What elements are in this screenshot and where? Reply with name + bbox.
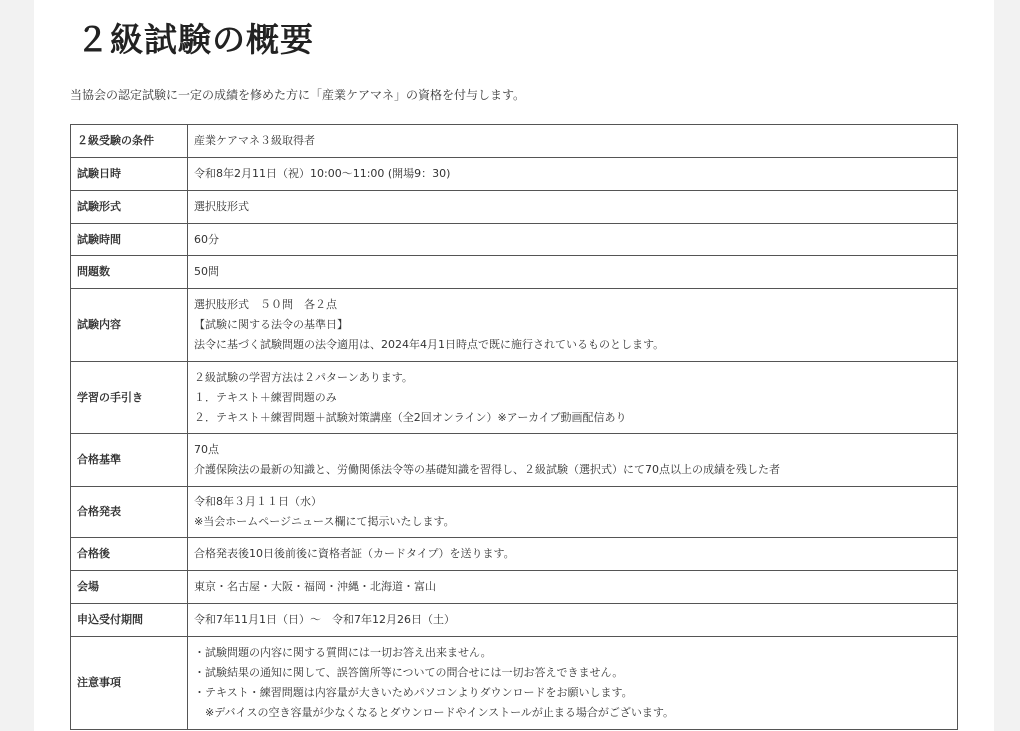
row-value bbox=[188, 256, 958, 289]
row-value bbox=[188, 637, 958, 730]
row-value-line: 法令に基づく試験問題の法令適用は、2024年4月1日時点で既に施行されているものとします。 bbox=[194, 338, 665, 351]
row-label: 会場 bbox=[71, 571, 188, 604]
table-row bbox=[71, 538, 958, 571]
table-row bbox=[71, 487, 958, 538]
row-value bbox=[188, 191, 958, 224]
row-value-line: ２級試験の学習方法は２パターンあります。 bbox=[194, 370, 413, 384]
row-value-line: ・試験結果の通知に関して、誤答箇所等についての問合せには一切お答えできません。 bbox=[194, 666, 624, 679]
table-row bbox=[71, 191, 958, 224]
exam-overview-table bbox=[70, 124, 958, 730]
row-value-line: 合格発表後10日後前後に資格者証（カードタイプ）を送ります。 bbox=[194, 547, 515, 560]
page-title: ２級試験の概要 bbox=[76, 20, 314, 59]
row-value bbox=[188, 434, 958, 487]
row-value bbox=[188, 571, 958, 604]
table-row bbox=[71, 637, 958, 730]
row-value-line: 東京・名古屋・大阪・福岡・沖縄・北海道・富山 bbox=[194, 580, 436, 593]
row-value-line: ・テキスト・練習問題は内容量が大きいためパソコンよりダウンロードをお願いします。 bbox=[194, 686, 633, 699]
table-row bbox=[71, 362, 958, 434]
row-value-line: 50問 bbox=[194, 265, 219, 278]
row-value-line: 令和7年11月1日（日）〜 令和7年12月26日（土） bbox=[194, 613, 455, 626]
row-label: 試験形式 bbox=[71, 191, 188, 224]
row-value-line: 70点 bbox=[194, 443, 219, 456]
row-value bbox=[188, 362, 958, 434]
row-label: 合格後 bbox=[71, 538, 188, 571]
row-value-line: 産業ケアマネ３級取得者 bbox=[194, 134, 315, 147]
row-label: 試験日時 bbox=[71, 158, 188, 191]
row-value-line: 令和8年2月11日（祝）10:00〜11:00 (開場9：30) bbox=[194, 167, 451, 180]
row-value-line: 選択肢形式 bbox=[194, 200, 249, 213]
content-page bbox=[34, 0, 994, 731]
row-value-line: 選択肢形式 ５０問 各２点 bbox=[194, 298, 337, 311]
row-value-line: 60分 bbox=[194, 232, 219, 246]
table-row bbox=[71, 434, 958, 487]
row-value-line: １．テキスト＋練習問題のみ bbox=[194, 390, 337, 404]
row-value bbox=[188, 224, 958, 256]
table-row bbox=[71, 224, 958, 256]
row-value bbox=[188, 158, 958, 191]
row-value bbox=[188, 125, 958, 158]
row-label: 申込受付期間 bbox=[71, 604, 188, 637]
exam-overview-table-body bbox=[71, 125, 958, 730]
row-value-line: ２．テキスト＋練習問題＋試験対策講座（全2回オンライン）※アーカイブ動画配信あり bbox=[194, 410, 627, 424]
row-value-line: ※デバイスの空き容量が少なくなるとダウンロードやインストールが止まる場合がございます。 bbox=[194, 706, 675, 719]
row-label: 問題数 bbox=[71, 256, 188, 289]
row-value bbox=[188, 538, 958, 571]
row-label: 試験時間 bbox=[71, 224, 188, 256]
table-row bbox=[71, 256, 958, 289]
table-row bbox=[71, 158, 958, 191]
row-label: 注意事項 bbox=[71, 637, 188, 730]
table-row bbox=[71, 604, 958, 637]
table-row bbox=[71, 289, 958, 362]
table-row bbox=[71, 571, 958, 604]
row-label: ２級受験の条件 bbox=[71, 125, 188, 158]
row-label: 試験内容 bbox=[71, 289, 188, 362]
table-row bbox=[71, 125, 958, 158]
row-value-line: ・試験問題の内容に関する質問には一切お答え出来ません。 bbox=[194, 646, 492, 659]
row-value-line: ※当会ホームページニュース欄にて掲示いたします。 bbox=[194, 515, 455, 528]
row-value-line: 【試験に関する法令の基準日】 bbox=[194, 318, 348, 331]
row-value-line: 令和8年３月１１日（水） bbox=[194, 495, 322, 508]
row-value bbox=[188, 604, 958, 637]
row-value bbox=[188, 289, 958, 362]
row-value-line: 介護保険法の最新の知識と、労働関係法令等の基礎知識を習得し、２級試験（選択式）にて70点以上の成績を残した者 bbox=[194, 463, 780, 476]
row-label: 合格発表 bbox=[71, 487, 188, 538]
intro-text: 当協会の認定試験に一定の成績を修めた方に「産業ケアマネ」の資格を付与します。 bbox=[70, 88, 526, 102]
row-label: 学習の手引き bbox=[71, 362, 188, 434]
row-value bbox=[188, 487, 958, 538]
row-label: 合格基準 bbox=[71, 434, 188, 487]
